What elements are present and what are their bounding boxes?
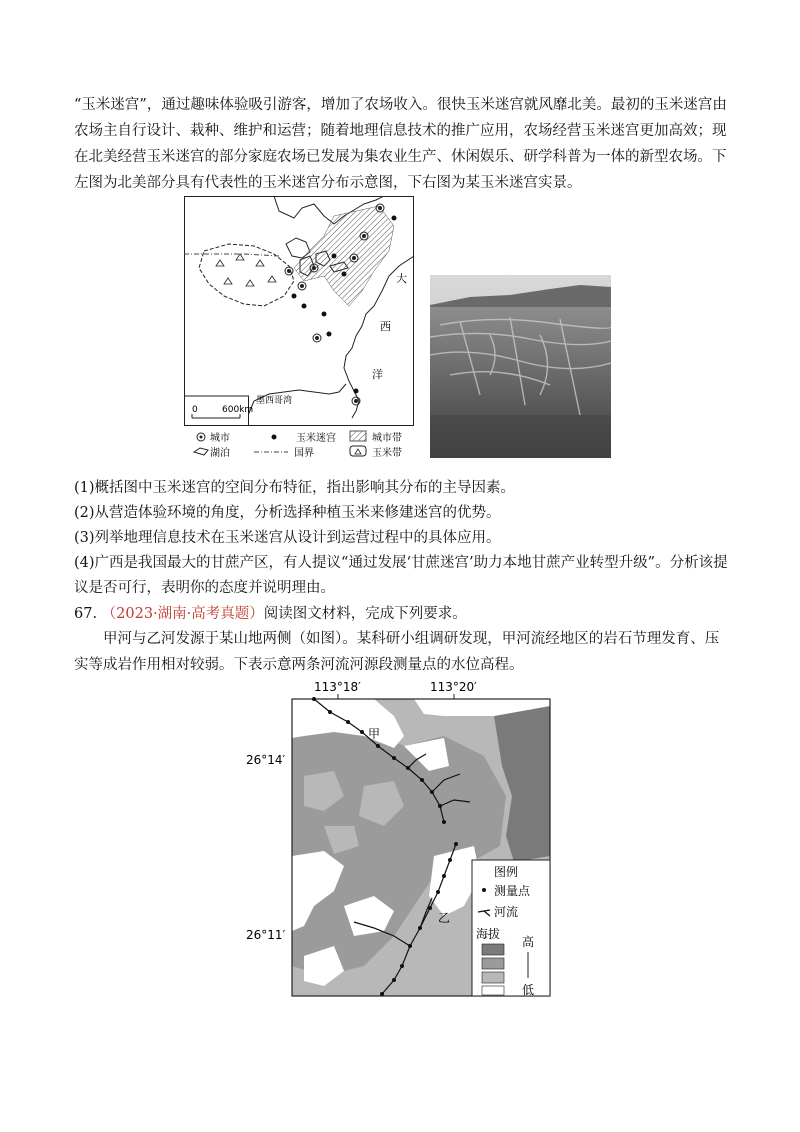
river-jia-label: 甲 <box>368 727 381 741</box>
legend-high: 高 <box>522 935 535 949</box>
ocean-label-2: 西 <box>380 320 391 333</box>
question-1: (1)概括图中玉米迷宫的空间分布特征，指出影响其分布的主导因素。 <box>74 480 516 496</box>
ocean-label-3: 洋 <box>372 368 383 381</box>
legend-low: 低 <box>522 983 535 997</box>
ocean-label-1: 大 <box>396 272 407 285</box>
map1-legend <box>194 431 402 458</box>
legend-border: 国界 <box>294 448 314 458</box>
question-4: (4)广西是我国最大的甘蔗产区，有人提议“通过发展‘甘蔗迷宫’助力本地甘蔗产业转型升级”。分析该提议是否可行，表明你的态度并说明理由。 <box>74 555 728 596</box>
legend-title: 图例 <box>494 865 519 879</box>
corn-maze-photo <box>430 275 611 458</box>
legend-lake: 湖泊 <box>210 448 230 458</box>
map2-legend <box>472 860 550 997</box>
legend-measure-point: 测量点 <box>494 884 531 898</box>
scale-distance: 600km <box>222 405 254 415</box>
legend-elevation: 海拔 <box>476 927 501 941</box>
corn-maze-distribution-map <box>184 196 414 458</box>
lat-label-2: 26°11′ <box>246 928 286 942</box>
q67-instruction: 阅读图文材料，完成下列要求。 <box>263 606 467 622</box>
legend-corn-belt: 玉米带 <box>372 448 402 458</box>
lon-label-2: 113°20′ <box>430 680 477 694</box>
legend-river: 河流 <box>494 905 519 919</box>
river-yi-label: 乙 <box>438 911 451 925</box>
scale-zero: 0 <box>192 405 198 415</box>
intro-paragraph: “玉米迷宫”，通过趣味体验吸引游客，增加了农场收入。很快玉米迷宫就风靡北美。最初的玉米迷宫由农场主自行设计、栽种、维护和运营；随着地理信息技术的推广应用，农场经营玉米迷宫更加高效；现在北美经营玉米迷宫的部分家庭农场已发展为集农业生产、休闲娱乐、研学科普为一体的新型农场。下左图为北美部分具有代表性的玉米迷宫分布示意图，下右图为某玉米迷宫实景。 <box>74 97 727 191</box>
lat-label-1: 26°14′ <box>246 753 286 767</box>
river-elevation-map <box>244 676 564 998</box>
lon-label-1: 113°18′ <box>314 680 361 694</box>
gulf-label: 墨西哥湾 <box>256 396 293 406</box>
q67-body: 甲河与乙河发源于某山地两侧（如图）。某科研小组调研发现，甲河流经地区的岩石节理发育、压实等成岩作用相对较弱。下表示意两条河流河源段测量点的水位高程。 <box>74 631 720 673</box>
q67-source: （2023·湖南·高考真题） <box>101 606 264 622</box>
legend-maze: 玉米迷宫 <box>296 433 336 444</box>
question-3: (3)列举地理信息技术在玉米迷宫从设计到运营过程中的具体应用。 <box>74 530 501 546</box>
question-2: (2)从营造体验环境的角度，分析选择种植玉米来修建迷宫的优势。 <box>74 505 501 521</box>
q67-number: 67. <box>74 606 98 622</box>
legend-urban: 城市带 <box>372 433 402 444</box>
legend-city: 城市 <box>210 433 230 444</box>
q67-header <box>74 602 730 626</box>
